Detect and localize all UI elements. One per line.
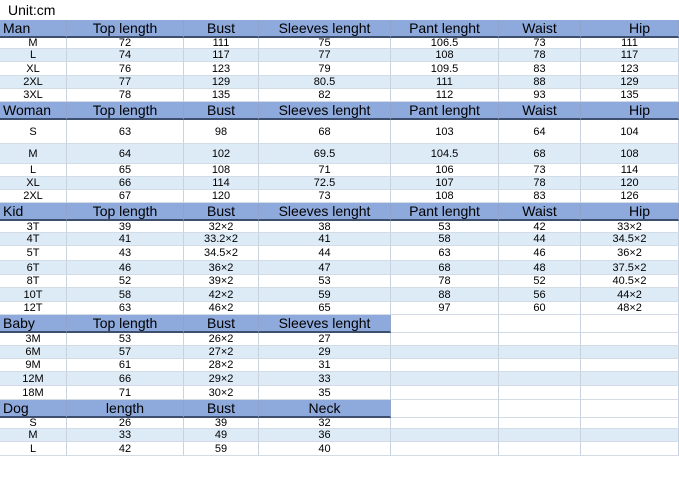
measurement-cell[interactable]: 26: [67, 418, 184, 429]
man-size-row: [0, 76, 679, 89]
woman-header-row: [0, 102, 679, 120]
measurement-cell[interactable]: 53: [259, 275, 391, 288]
measurement-cell[interactable]: 39×2: [184, 275, 259, 288]
measurement-cell[interactable]: 135: [581, 89, 679, 102]
measurement-cell[interactable]: 88: [391, 288, 499, 302]
baby-size-row: [0, 386, 679, 400]
woman-size-row: [0, 144, 679, 164]
measurement-cell[interactable]: 53: [391, 221, 499, 233]
measurement-cell[interactable]: 76: [67, 62, 184, 76]
measurement-cell[interactable]: 65: [259, 302, 391, 315]
size-label-cell[interactable]: L: [0, 49, 67, 62]
man-header-cell[interactable]: Waist: [499, 20, 581, 38]
kid-header-cell[interactable]: Bust: [184, 203, 259, 221]
measurement-cell[interactable]: 129: [581, 76, 679, 89]
baby-size-row: [0, 333, 679, 346]
measurement-cell[interactable]: 44: [499, 233, 581, 246]
size-label-cell[interactable]: 12T: [0, 302, 67, 315]
measurement-cell[interactable]: 33: [259, 372, 391, 386]
measurement-cell[interactable]: 104: [581, 120, 679, 144]
woman-header-cell[interactable]: Woman: [0, 102, 67, 120]
kid-header-cell[interactable]: Kid: [0, 203, 67, 221]
empty-cell[interactable]: [391, 429, 499, 442]
measurement-cell[interactable]: 126: [581, 190, 679, 203]
man-header-cell[interactable]: Sleeves lenght: [259, 20, 391, 38]
size-label-cell[interactable]: 12M: [0, 372, 67, 386]
measurement-cell[interactable]: 102: [184, 144, 259, 164]
measurement-cell[interactable]: 73: [499, 164, 581, 177]
measurement-cell[interactable]: 58: [391, 233, 499, 246]
measurement-cell[interactable]: 68: [499, 144, 581, 164]
measurement-cell[interactable]: 82: [259, 89, 391, 102]
dog-header-cell[interactable]: Dog: [0, 400, 67, 418]
measurement-cell[interactable]: 34.5×2: [184, 246, 259, 261]
empty-cell[interactable]: [391, 400, 499, 418]
empty-cell[interactable]: [499, 346, 581, 359]
measurement-cell[interactable]: 83: [499, 190, 581, 203]
measurement-cell[interactable]: 52: [67, 275, 184, 288]
size-label-cell[interactable]: S: [0, 120, 67, 144]
measurement-cell[interactable]: 40.5×2: [581, 275, 679, 288]
kid-size-row: [0, 233, 679, 246]
dog-header-cell[interactable]: Neck: [259, 400, 391, 418]
woman-header-cell[interactable]: Waist: [499, 102, 581, 120]
empty-cell[interactable]: [581, 315, 679, 333]
measurement-cell[interactable]: 108: [581, 144, 679, 164]
kid-header-cell[interactable]: Top length: [67, 203, 184, 221]
man-size-row: [0, 62, 679, 76]
measurement-cell[interactable]: 64: [67, 144, 184, 164]
size-label-cell[interactable]: 8T: [0, 275, 67, 288]
measurement-cell[interactable]: 38: [259, 221, 391, 233]
measurement-cell[interactable]: 78: [391, 275, 499, 288]
measurement-cell[interactable]: 47: [259, 261, 391, 275]
measurement-cell[interactable]: 114: [184, 177, 259, 190]
measurement-cell[interactable]: 120: [184, 190, 259, 203]
measurement-cell[interactable]: 29×2: [184, 372, 259, 386]
dog-header-cell[interactable]: Bust: [184, 400, 259, 418]
measurement-cell[interactable]: 41: [67, 233, 184, 246]
empty-cell[interactable]: [581, 429, 679, 442]
baby-header-cell[interactable]: Sleeves lenght: [259, 315, 391, 333]
measurement-cell[interactable]: 63: [67, 302, 184, 315]
measurement-cell[interactable]: 42: [67, 442, 184, 456]
woman-header-cell[interactable]: Hip: [581, 102, 679, 120]
size-label-cell[interactable]: 2XL: [0, 76, 67, 89]
measurement-cell[interactable]: 33: [67, 429, 184, 442]
kid-size-row: [0, 221, 679, 233]
measurement-cell[interactable]: 67: [67, 190, 184, 203]
measurement-cell[interactable]: 135: [184, 89, 259, 102]
measurement-cell[interactable]: 63: [67, 120, 184, 144]
size-label-cell[interactable]: 3M: [0, 333, 67, 346]
kid-header-cell[interactable]: Pant lenght: [391, 203, 499, 221]
man-header-cell[interactable]: Bust: [184, 20, 259, 38]
measurement-cell[interactable]: 73: [259, 190, 391, 203]
measurement-cell[interactable]: 33×2: [581, 221, 679, 233]
empty-cell[interactable]: [499, 442, 581, 456]
baby-header-row: [0, 315, 679, 333]
empty-cell[interactable]: [391, 359, 499, 372]
size-label-cell[interactable]: XL: [0, 62, 67, 76]
measurement-cell[interactable]: 66: [67, 372, 184, 386]
measurement-cell[interactable]: 117: [581, 49, 679, 62]
empty-cell[interactable]: [391, 442, 499, 456]
man-header-cell[interactable]: Pant lenght: [391, 20, 499, 38]
measurement-cell[interactable]: 42: [499, 221, 581, 233]
empty-cell[interactable]: [499, 418, 581, 429]
measurement-cell[interactable]: 59: [259, 288, 391, 302]
measurement-cell[interactable]: 77: [67, 76, 184, 89]
empty-cell[interactable]: [581, 359, 679, 372]
measurement-cell[interactable]: 97: [391, 302, 499, 315]
measurement-cell[interactable]: 117: [184, 49, 259, 62]
man-size-row: [0, 38, 679, 49]
measurement-cell[interactable]: 35: [259, 386, 391, 400]
empty-cell[interactable]: [581, 442, 679, 456]
man-header-row: [0, 20, 679, 38]
measurement-cell[interactable]: 77: [259, 49, 391, 62]
measurement-cell[interactable]: 64: [499, 120, 581, 144]
unit-label: Unit:cm: [8, 2, 56, 18]
measurement-cell[interactable]: 120: [581, 177, 679, 190]
baby-header-cell[interactable]: Baby: [0, 315, 67, 333]
baby-header-cell[interactable]: Bust: [184, 315, 259, 333]
measurement-cell[interactable]: 36: [259, 429, 391, 442]
measurement-cell[interactable]: 71: [67, 386, 184, 400]
measurement-cell[interactable]: 83: [499, 62, 581, 76]
measurement-cell[interactable]: 60: [499, 302, 581, 315]
kid-header-cell[interactable]: Waist: [499, 203, 581, 221]
measurement-cell[interactable]: 68: [391, 261, 499, 275]
size-label-cell[interactable]: M: [0, 144, 67, 164]
measurement-cell[interactable]: 73: [499, 38, 581, 49]
measurement-cell[interactable]: 108: [391, 49, 499, 62]
measurement-cell[interactable]: 68: [259, 120, 391, 144]
measurement-cell[interactable]: 63: [391, 246, 499, 261]
empty-cell[interactable]: [499, 400, 581, 418]
measurement-cell[interactable]: 75: [259, 38, 391, 49]
measurement-cell[interactable]: 52: [499, 275, 581, 288]
man-header-cell[interactable]: Top length: [67, 20, 184, 38]
size-label-cell[interactable]: 6T: [0, 261, 67, 275]
measurement-cell[interactable]: 46: [67, 261, 184, 275]
size-label-cell[interactable]: 3XL: [0, 89, 67, 102]
measurement-cell[interactable]: 72: [67, 38, 184, 49]
measurement-cell[interactable]: 123: [581, 62, 679, 76]
measurement-cell[interactable]: 79: [259, 62, 391, 76]
empty-cell[interactable]: [499, 372, 581, 386]
measurement-cell[interactable]: 111: [581, 38, 679, 49]
measurement-cell[interactable]: 106: [391, 164, 499, 177]
measurement-cell[interactable]: 48: [499, 261, 581, 275]
measurement-cell[interactable]: 42×2: [184, 288, 259, 302]
empty-cell[interactable]: [391, 333, 499, 346]
dog-size-row: [0, 418, 679, 429]
size-label-cell[interactable]: 3T: [0, 221, 67, 233]
measurement-cell[interactable]: 34.5×2: [581, 233, 679, 246]
size-label-cell[interactable]: XL: [0, 177, 67, 190]
woman-size-row: [0, 177, 679, 190]
measurement-cell[interactable]: 46×2: [184, 302, 259, 315]
woman-size-row: [0, 190, 679, 203]
measurement-cell[interactable]: 59: [184, 442, 259, 456]
measurement-cell[interactable]: 39: [184, 418, 259, 429]
size-label-cell[interactable]: 6M: [0, 346, 67, 359]
size-label-cell[interactable]: 18M: [0, 386, 67, 400]
empty-cell[interactable]: [581, 386, 679, 400]
kid-size-row: [0, 275, 679, 288]
measurement-cell[interactable]: 28×2: [184, 359, 259, 372]
measurement-cell[interactable]: 78: [499, 177, 581, 190]
measurement-cell[interactable]: 39: [67, 221, 184, 233]
measurement-cell[interactable]: 36×2: [184, 261, 259, 275]
measurement-cell[interactable]: 26×2: [184, 333, 259, 346]
measurement-cell[interactable]: 106.5: [391, 38, 499, 49]
measurement-cell[interactable]: 44×2: [581, 288, 679, 302]
measurement-cell[interactable]: 49: [184, 429, 259, 442]
woman-size-row: [0, 120, 679, 144]
measurement-cell[interactable]: 40: [259, 442, 391, 456]
measurement-cell[interactable]: 53: [67, 333, 184, 346]
measurement-cell[interactable]: 32×2: [184, 221, 259, 233]
dog-size-row: [0, 442, 679, 456]
measurement-cell[interactable]: 61: [67, 359, 184, 372]
measurement-cell[interactable]: 72.5: [259, 177, 391, 190]
measurement-cell[interactable]: 111: [184, 38, 259, 49]
empty-cell[interactable]: [581, 372, 679, 386]
measurement-cell[interactable]: 57: [67, 346, 184, 359]
empty-cell[interactable]: [499, 429, 581, 442]
size-label-cell[interactable]: M: [0, 429, 67, 442]
measurement-cell[interactable]: 78: [499, 49, 581, 62]
baby-header-cell[interactable]: Top length: [67, 315, 184, 333]
measurement-cell[interactable]: 71: [259, 164, 391, 177]
measurement-cell[interactable]: 37.5×2: [581, 261, 679, 275]
empty-cell[interactable]: [581, 346, 679, 359]
dog-size-row: [0, 429, 679, 442]
woman-header-cell[interactable]: Pant lenght: [391, 102, 499, 120]
measurement-cell[interactable]: 108: [391, 190, 499, 203]
measurement-cell[interactable]: 108: [184, 164, 259, 177]
baby-size-row: [0, 346, 679, 359]
measurement-cell[interactable]: 111: [391, 76, 499, 89]
kid-size-row: [0, 302, 679, 315]
size-label-cell[interactable]: 9M: [0, 359, 67, 372]
measurement-cell[interactable]: 93: [499, 89, 581, 102]
size-label-cell[interactable]: L: [0, 442, 67, 456]
empty-cell[interactable]: [581, 418, 679, 429]
woman-header-cell[interactable]: Sleeves lenght: [259, 102, 391, 120]
kid-size-row: [0, 288, 679, 302]
empty-cell[interactable]: [581, 333, 679, 346]
measurement-cell[interactable]: 104.5: [391, 144, 499, 164]
measurement-cell[interactable]: 46: [499, 246, 581, 261]
dog-header-cell[interactable]: length: [67, 400, 184, 418]
size-label-cell[interactable]: 10T: [0, 288, 67, 302]
size-label-cell[interactable]: M: [0, 38, 67, 49]
empty-cell[interactable]: [391, 418, 499, 429]
size-label-cell[interactable]: L: [0, 164, 67, 177]
measurement-cell[interactable]: 98: [184, 120, 259, 144]
man-header-cell[interactable]: Hip: [581, 20, 679, 38]
empty-cell[interactable]: [499, 333, 581, 346]
measurement-cell[interactable]: 56: [499, 288, 581, 302]
woman-header-cell[interactable]: Bust: [184, 102, 259, 120]
measurement-cell[interactable]: 78: [67, 89, 184, 102]
measurement-cell[interactable]: 80.5: [259, 76, 391, 89]
empty-cell[interactable]: [391, 346, 499, 359]
man-size-row: [0, 89, 679, 102]
measurement-cell[interactable]: 114: [581, 164, 679, 177]
measurement-cell[interactable]: 29: [259, 346, 391, 359]
woman-size-row: [0, 164, 679, 177]
measurement-cell[interactable]: 32: [259, 418, 391, 429]
measurement-cell[interactable]: 48×2: [581, 302, 679, 315]
empty-cell[interactable]: [391, 315, 499, 333]
kid-header-row: [0, 203, 679, 221]
measurement-cell[interactable]: 88: [499, 76, 581, 89]
baby-size-row: [0, 359, 679, 372]
size-label-cell[interactable]: S: [0, 418, 67, 429]
empty-cell[interactable]: [581, 400, 679, 418]
size-label-cell[interactable]: 4T: [0, 233, 67, 246]
empty-cell[interactable]: [499, 315, 581, 333]
measurement-cell[interactable]: 66: [67, 177, 184, 190]
measurement-cell[interactable]: 30×2: [184, 386, 259, 400]
size-label-cell[interactable]: 2XL: [0, 190, 67, 203]
measurement-cell[interactable]: 107: [391, 177, 499, 190]
empty-cell[interactable]: [499, 359, 581, 372]
measurement-cell[interactable]: 58: [67, 288, 184, 302]
measurement-cell[interactable]: 69.5: [259, 144, 391, 164]
measurement-cell[interactable]: 31: [259, 359, 391, 372]
measurement-cell[interactable]: 112: [391, 89, 499, 102]
measurement-cell[interactable]: 44: [259, 246, 391, 261]
measurement-cell[interactable]: 74: [67, 49, 184, 62]
measurement-cell[interactable]: 33.2×2: [184, 233, 259, 246]
measurement-cell[interactable]: 123: [184, 62, 259, 76]
measurement-cell[interactable]: 41: [259, 233, 391, 246]
measurement-cell[interactable]: 36×2: [581, 246, 679, 261]
measurement-cell[interactable]: 109.5: [391, 62, 499, 76]
empty-cell[interactable]: [391, 372, 499, 386]
man-header-cell[interactable]: Man: [0, 20, 67, 38]
woman-header-cell[interactable]: Top length: [67, 102, 184, 120]
kid-size-row: [0, 261, 679, 275]
dog-header-row: [0, 400, 679, 418]
empty-cell[interactable]: [391, 386, 499, 400]
empty-cell[interactable]: [499, 386, 581, 400]
measurement-cell[interactable]: 103: [391, 120, 499, 144]
measurement-cell[interactable]: 27: [259, 333, 391, 346]
measurement-cell[interactable]: 43: [67, 246, 184, 261]
man-size-row: [0, 49, 679, 62]
baby-size-row: [0, 372, 679, 386]
kid-size-row: [0, 246, 679, 261]
kid-header-cell[interactable]: Sleeves lenght: [259, 203, 391, 221]
measurement-cell[interactable]: 65: [67, 164, 184, 177]
measurement-cell[interactable]: 129: [184, 76, 259, 89]
kid-header-cell[interactable]: Hip: [581, 203, 679, 221]
measurement-cell[interactable]: 27×2: [184, 346, 259, 359]
size-label-cell[interactable]: 5T: [0, 246, 67, 261]
